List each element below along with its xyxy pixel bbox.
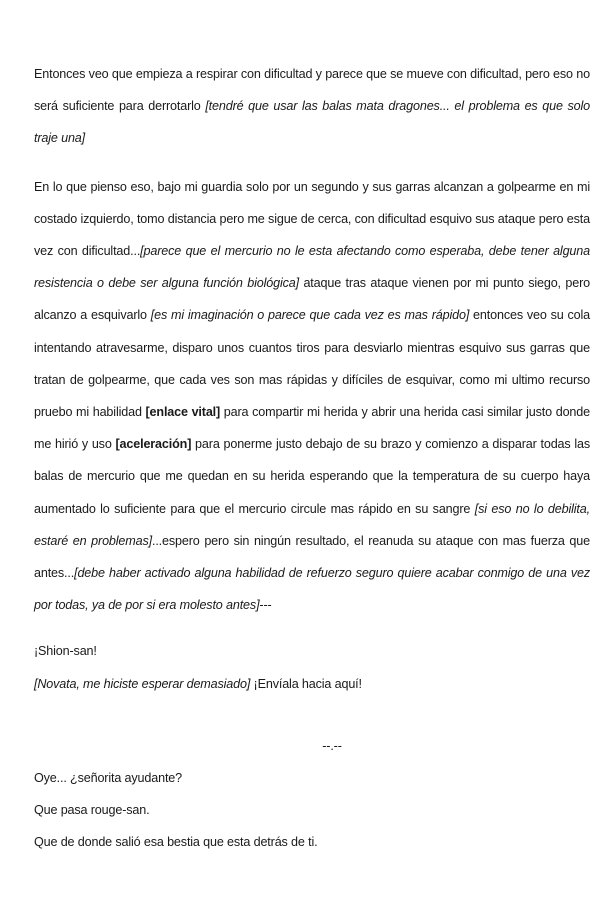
narration-text: para ponerme justo debajo de su brazo y comienzo a disparar todas las balas de mercurio que me quedan en su herida esperando que la temperatura de su cuerpo haya aumentado lo suficiente para que el mercurio circule mas rápido en su sangre [34,437,591,516]
dialogue-line: Que pasa rouge-san. [34,803,150,818]
dialogue-line: Que de donde salió esa bestia que esta detrás de ti. [34,835,318,850]
narration-text: En lo que pienso eso, bajo mi guardia solo por un segundo y sus garras alcanzan a golpearme en mi costado izquierdo, tomo distancia pero me sigue de cerca, con dificultad esquivo sus ataque pero esta vez con dificultad... [34,179,590,259]
dialogue-line-2 [34,668,590,700]
scene-separator: --.-- [322,738,342,753]
dialogue-text: ¡Envíala hacia aquí! [250,676,362,691]
narration-text: --- [259,598,272,613]
narration-text: ...espero pero sin ningún resultado, el reanuda su ataque con mas fuerza que antes... [34,533,590,581]
dialogue-block [34,762,590,859]
document-page [34,58,590,859]
inner-thought: [es mi imaginación o parece que cada vez es mas rápido] [150,308,470,323]
paragraph-3 [34,635,590,699]
inner-thought: [debe haber activado alguna habilidad de refuerzo seguro quiere acabar conmigo de una vez por todas, ya de por si era molesto antes] [34,566,590,613]
inner-thought: [parece que el mercurio no le esta afectando como esperaba, debe tener alguna resistencia o debe ser alguna función biológica] [34,244,590,291]
narration-text: ataque tras ataque vienen por mi punto siego, pero alcanzo a esquivarlo [34,276,590,323]
dialogue-line: Oye... ¿señorita ayudante? [34,771,183,786]
skill-name: [aceleración] [115,437,192,452]
paragraph-2 [34,171,590,622]
narration-text: para compartir mi herida y abrir una herida casi similar justo donde me hirió y uso [34,405,590,452]
narration-text: Entonces veo que empieza a respirar con dificultad y parece que se mueve con dificultad, pero eso no será suficiente para derrotarlo [34,67,590,114]
inner-thought: [Novata, me hiciste esperar demasiado] [34,676,251,691]
inner-thought: [tendré que usar las balas mata dragones... el problema es que solo traje una] [34,99,590,146]
dialogue-line: ¡Shion-san! [34,644,97,659]
inner-thought: [si eso no lo debilita, estaré en problemas] [34,501,590,548]
paragraph-1 [34,58,590,155]
narration-text: entonces veo su cola intentando atravesarme, disparo unos cuantos tiros para desviarlo mientras esquivo sus garras que tratan de golpearme, que cada ves son mas rápidas y difíciles de esquivar, como mi ultimo recurso pruebo mi habilidad [34,308,590,420]
skill-name: [enlace vital] [145,405,221,420]
